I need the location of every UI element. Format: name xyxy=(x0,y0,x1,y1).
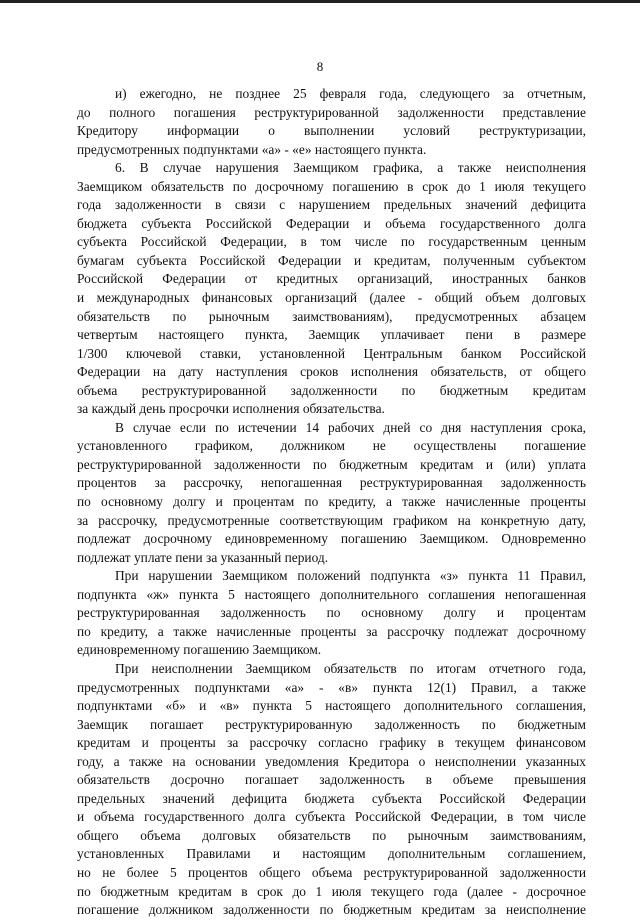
text-line: единовременному погашению Заемщиком. xyxy=(77,642,322,658)
text-line: реструктурированной задолженности по бюджетным кредитам и (или) уплата xyxy=(77,456,586,472)
text-line: по бюджетным кредитам в срок до 1 июля текущего года (далее - досрочное xyxy=(77,883,586,899)
text-line: подлежат досрочному единовременному погашению Заемщиком. Одновременно xyxy=(77,531,586,547)
text-line: 6. В случае нарушения Заемщиком графика, а также неисполнения xyxy=(115,160,586,176)
text-line: Заемщиком обязательств по досрочному погашению в срок до 1 июля текущего xyxy=(77,178,586,194)
text-line: субъекта Российской Федерации, в том числе по государственным ценным xyxy=(77,234,586,250)
text-line: но не более 5 процентов общего объема реструктурированной задолженности xyxy=(77,864,586,880)
text-line: подпункта «ж» пункта 5 настоящего дополнительного соглашения непогашенная xyxy=(77,586,586,602)
text-line: подлежат уплате пени за указанный период. xyxy=(77,549,329,565)
text-line: объема реструктурированной задолженности по бюджетным кредитам xyxy=(77,382,586,398)
text-line: за каждый день просрочки исполнения обязательства. xyxy=(77,401,385,417)
text-line: четвертым настоящего пункта, Заемщик уплачивает пени в размере xyxy=(77,327,586,343)
text-line: году, а также на основании уведомления Кредитора о неисполнении указанных xyxy=(77,753,586,769)
text-line: обязательств досрочно погашает задолженность в объеме превышения xyxy=(77,772,586,788)
text-line: Заемщик погашает реструктурированную задолженность по бюджетным xyxy=(77,716,586,732)
text-line: и международных финансовых организаций (далее - общий объем долговых xyxy=(77,290,586,306)
text-line: В случае если по истечении 14 рабочих дней со дня наступления срока, xyxy=(115,419,586,435)
text-line: предусмотренных подпунктами «а» - «е» настоящего пункта. xyxy=(77,141,427,157)
text-line: При неисполнении Заемщиком обязательств по итогам отчетного года, xyxy=(115,660,586,676)
page-number: 8 xyxy=(316,59,324,74)
text-line: и объема государственного долга субъекта Российской Федерации, в том числе xyxy=(77,809,586,825)
page-top-border xyxy=(0,0,640,3)
text-line: предусмотренных подпунктами «а» - «в» пункта 12(1) Правил, а также xyxy=(77,679,586,695)
text-line: по основному долгу и процентам по кредиту, а также начисленные проценты xyxy=(77,494,586,510)
text-line: общего объема долговых обязательств по рыночным заимствованиям, xyxy=(77,827,586,843)
text-line: и) ежегодно, не позднее 25 февраля года, следующего за отчетным, xyxy=(115,86,586,101)
text-line: При нарушении Заемщиком положений подпункта «з» пункта 11 Правил, xyxy=(115,568,586,584)
text-line: Российской Федерации от кредитных организаций, иностранных банков xyxy=(77,271,586,287)
text-line: установленного графиком, должником не осуществлены погашение xyxy=(77,438,586,454)
text-line: предельных значений дефицита бюджета субъекта Российской Федерации xyxy=(77,790,586,806)
text-line: реструктурированная задолженность по основному долгу и процентам xyxy=(77,605,586,621)
text-line: до полного погашения реструктурированной задолженности представление xyxy=(77,104,586,120)
text-line: кредитам и проценты за рассрочку согласно графику в текущем финансовом xyxy=(77,735,586,751)
text-line: за рассрочку, предусмотренные соответствующим графиком на конкретную дату, xyxy=(77,512,586,528)
text-line: Федерации на дату наступления сроков исполнения обязательств, от общего xyxy=(77,364,586,380)
text-line: подпунктами «б» и «в» пункта 5 настоящего дополнительного соглашения, xyxy=(77,698,586,714)
document-body xyxy=(77,85,586,920)
text-line: бумагам субъекта Российской Федерации и кредитам, полученным субъектом xyxy=(77,252,586,268)
text-line: Кредитору информации о выполнении условий реструктуризации, xyxy=(77,123,586,139)
text-line: по кредиту, а также начисленные проценты за рассрочку подлежат досрочному xyxy=(77,623,586,639)
text-line: погашение должником задолженности по бюджетным кредитам за неисполнение xyxy=(77,902,586,918)
text-line: процентов за рассрочку, непогашенная реструктурированная задолженность xyxy=(77,475,586,491)
text-line: обязательств по рыночным заимствованиям), предусмотренных абзацем xyxy=(77,308,586,324)
text-line: 1/300 ключевой ставки, установленной Центральным банком Российской xyxy=(77,345,586,361)
text-line: бюджета субъекта Российской Федерации и объема государственного долга xyxy=(77,215,586,231)
text-line: года задолженности в связи с нарушением предельных значений дефицита xyxy=(77,197,586,213)
text-line: установленных Правилами и настоящим дополнительным соглашением, xyxy=(77,846,586,862)
